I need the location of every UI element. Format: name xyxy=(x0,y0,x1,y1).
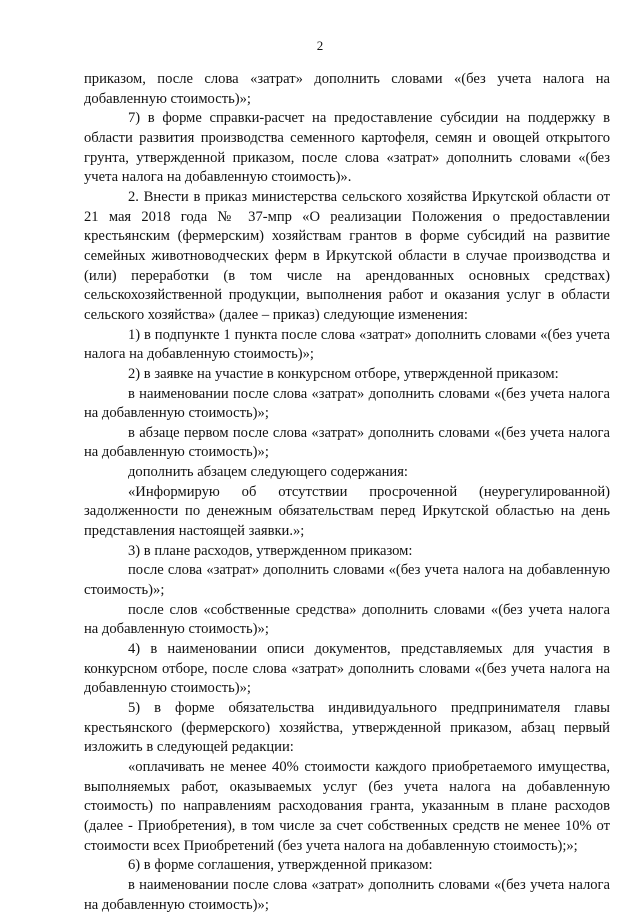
paragraph: 1) в подпункте 1 пункта после слова «затрат» дополнить словами «(без учета налога на добавленную стоимость)»; xyxy=(84,326,610,363)
paragraph: 2. Внести в приказ министерства сельского хозяйства Иркутской области от 21 мая 2018 года № 37-мпр «О реализации Положения о предоставлении крестьянским (фермерским) хозяйствам грантов в форме субсидий на развитие семейных животноводческих ферм в Иркутской области в случае производства и (или) переработки (в том числе на арендованных основных средствах) сельскохозяйственной продукции, выполнения работ и оказания услуг в области сельского хозяйства» (далее – приказ) следующие изменения: xyxy=(84,188,610,323)
paragraph: после слова «затрат» дополнить словами «(без учета налога на добавленную стоимость)»; xyxy=(84,562,610,599)
paragraph: «Информирую об отсутствии просроченной (неурегулированной) задолженности по денежным обязательствам перед Иркутской областью на день представления настоящей заявки.»; xyxy=(84,483,610,540)
paragraph: 3) в плане расходов, утвержденном приказом: xyxy=(128,542,413,559)
paragraph: 7) в форме справки-расчет на предоставление субсидии на поддержку в области развития производства семенного картофеля, семян и овощей открытого грунта, утвержденной приказом, после слова «затрат» дополнить словами «(без учета налога на добавленную стоимость)». xyxy=(84,110,610,186)
paragraph: «оплачивать не менее 40% стоимости каждого приобретаемого имущества, выполняемых работ, оказываемых услуг (без учета налога на добавленную стоимость) по направлениям расходования гранта, указанным в плане расходов (далее - Приобретения), в том числе за счет собственных средств не менее 10% от стоимости всех Приобретений (без учета налога на добавленную стоимость);»; xyxy=(84,758,610,854)
paragraph: в наименовании после слова «затрат» дополнить словами «(без учета налога на добавленную стоимость)»; xyxy=(84,385,610,422)
paragraph: 2) в заявке на участие в конкурсном отборе, утвержденной приказом: xyxy=(128,365,559,382)
paragraph: в наименовании после слова «затрат» дополнить словами «(без учета налога на добавленную стоимость)»; xyxy=(84,876,610,913)
page-number: 2 xyxy=(316,38,324,53)
paragraph: после слов «собственные средства» дополнить словами «(без учета налога на добавленную стоимость)»; xyxy=(84,601,610,638)
paragraph: в абзаце первом после слова «затрат» дополнить словами «(без учета налога на добавленную стоимость)»; xyxy=(84,424,610,461)
paragraph: дополнить абзацем следующего содержания: xyxy=(128,464,408,481)
paragraph: 4) в наименовании описи документов, представляемых для участия в конкурсном отборе, после слова «затрат» дополнить словами «(без учета налога на добавленную стоимость)»; xyxy=(84,641,610,697)
paragraph: 5) в форме обязательства индивидуального предпринимателя главы крестьянского (фермерского) хозяйства, утвержденной приказом, абзац первый изложить в следующей редакции: xyxy=(84,700,610,756)
paragraph: приказом, после слова «затрат» дополнить словами «(без учета налога на добавленную стоимость)»; xyxy=(84,71,610,107)
document-body xyxy=(84,70,610,915)
paragraph: 6) в форме соглашения, утвержденной приказом: xyxy=(128,857,433,874)
